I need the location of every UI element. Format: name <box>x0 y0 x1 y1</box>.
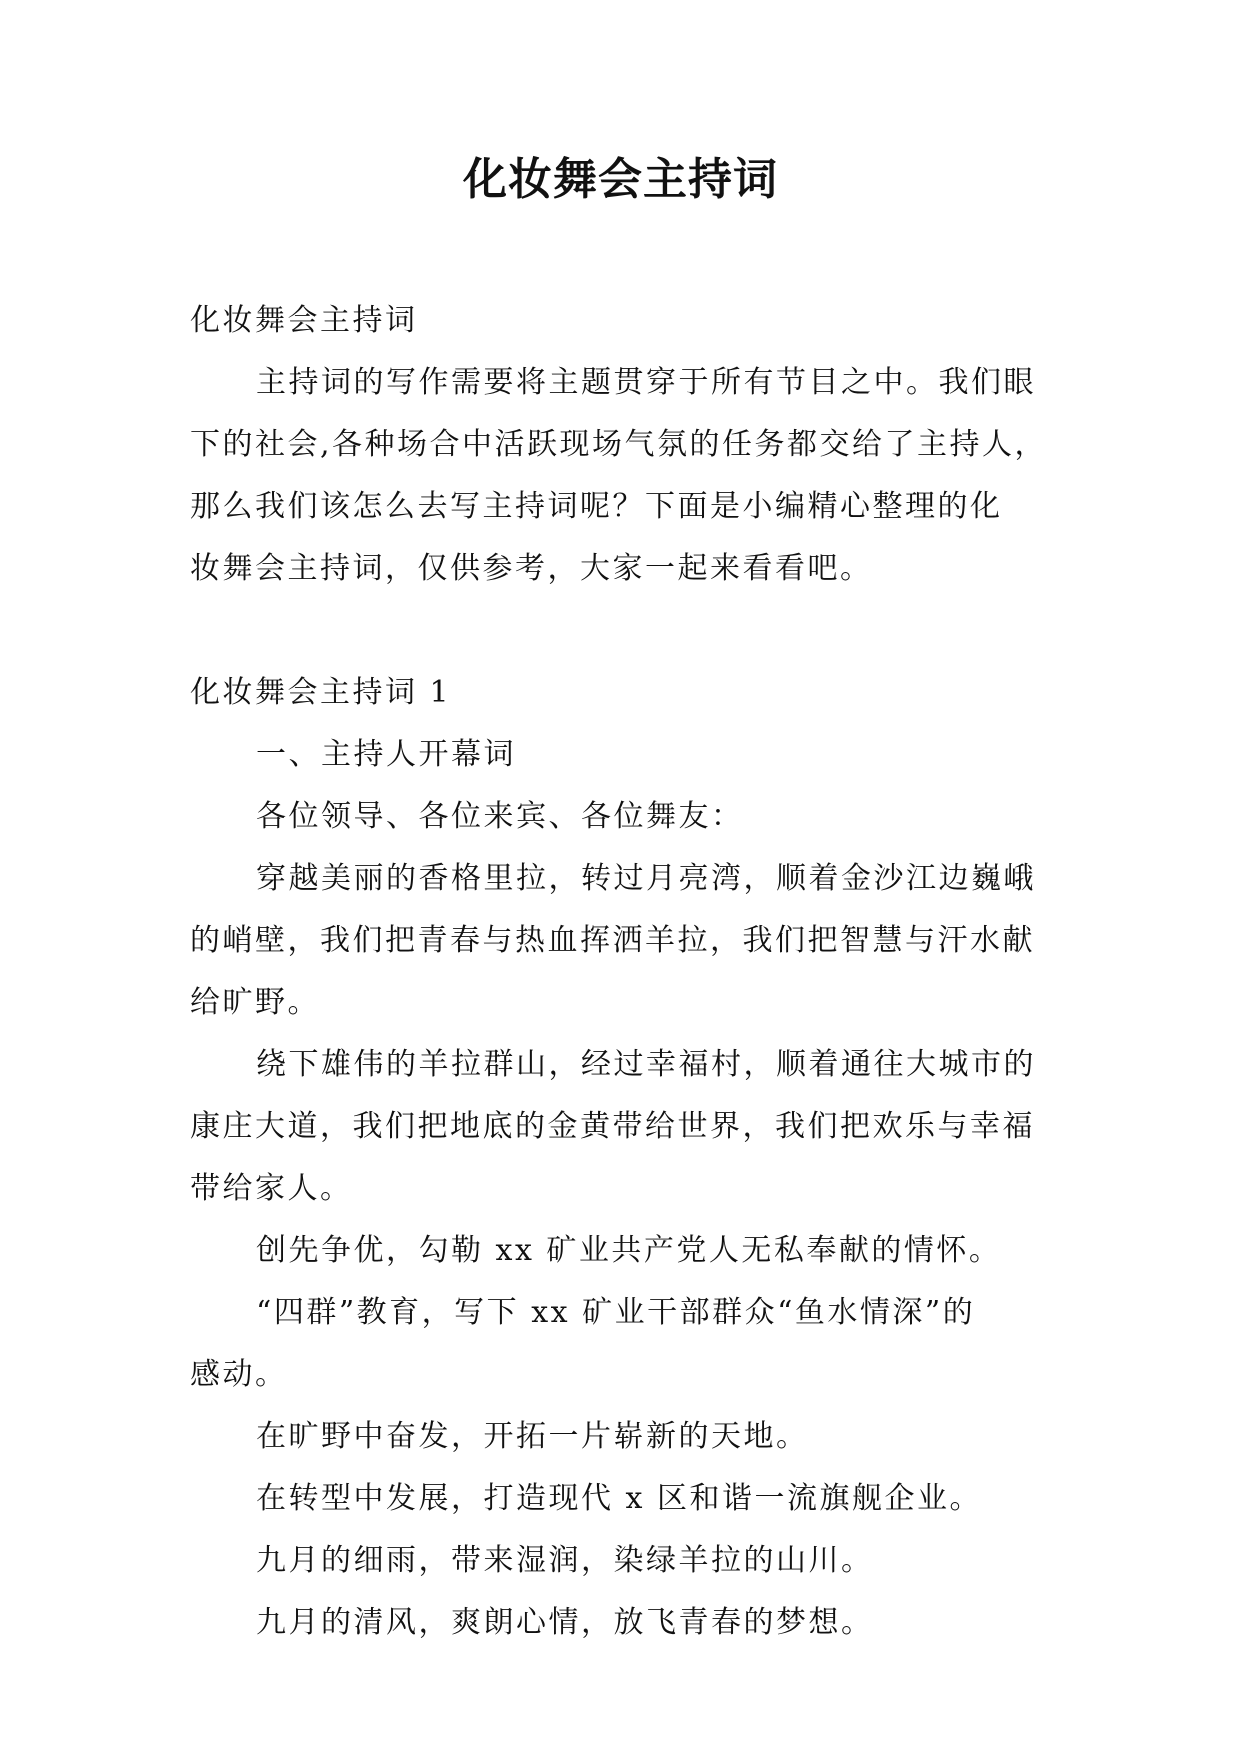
section-line-12: 在旷野中奋发，开拓一片崭新的天地。 <box>256 1419 809 1454</box>
document-body <box>190 290 1050 1654</box>
section-line-3: 穿越美丽的香格里拉，转过月亮湾，顺着金沙江边巍峨 <box>256 861 1036 896</box>
section-line-14: 九月的细雨，带来湿润，染绿羊拉的山川。 <box>256 1543 874 1578</box>
section-line-15: 九月的清风，爽朗心情，放飞青春的梦想。 <box>256 1605 874 1640</box>
section-line-5: 给旷野。 <box>190 985 320 1020</box>
section-line-7: 康庄大道，我们把地底的金黄带给世界，我们把欢乐与幸福 <box>190 1109 1035 1144</box>
intro-line-1: 主持词的写作需要将主题贯穿于所有节目之中。我们眼 <box>256 365 1036 400</box>
subtitle: 化妆舞会主持词 <box>190 303 418 338</box>
section-line-6: 绕下雄伟的羊拉群山，经过幸福村，顺着通往大城市的 <box>256 1047 1036 1082</box>
section-line-8: 带给家人。 <box>190 1171 353 1206</box>
section-line-4: 的峭壁，我们把青春与热血挥洒羊拉，我们把智慧与汗水献 <box>190 923 1035 958</box>
intro-line-2: 下的社会,各种场合中活跃现场气氛的任务都交给了主持人， <box>190 427 1048 462</box>
section-line-9: 创先争优，勾勒 xx 矿业共产党人无私奉献的情怀。 <box>256 1233 1002 1268</box>
section-line-2: 各位领导、各位来宾、各位舞友： <box>256 799 744 834</box>
paragraph-spacer <box>190 600 1050 662</box>
section-heading: 化妆舞会主持词 1 <box>190 675 452 710</box>
section-line-13: 在转型中发展，打造现代 x 区和谐一流旗舰企业。 <box>256 1481 982 1516</box>
section-line-1: 一、主持人开幕词 <box>256 737 516 772</box>
intro-line-3: 那么我们该怎么去写主持词呢？下面是小编精心整理的化 <box>190 489 1003 524</box>
intro-line-4: 妆舞会主持词，仅供参考，大家一起来看看吧。 <box>190 551 873 586</box>
section-line-11: 感动。 <box>190 1357 288 1392</box>
document-title: 化妆舞会主持词 <box>463 154 778 205</box>
section-line-10: “四群”教育，写下 xx 矿业干部群众“鱼水情深”的 <box>256 1295 976 1330</box>
